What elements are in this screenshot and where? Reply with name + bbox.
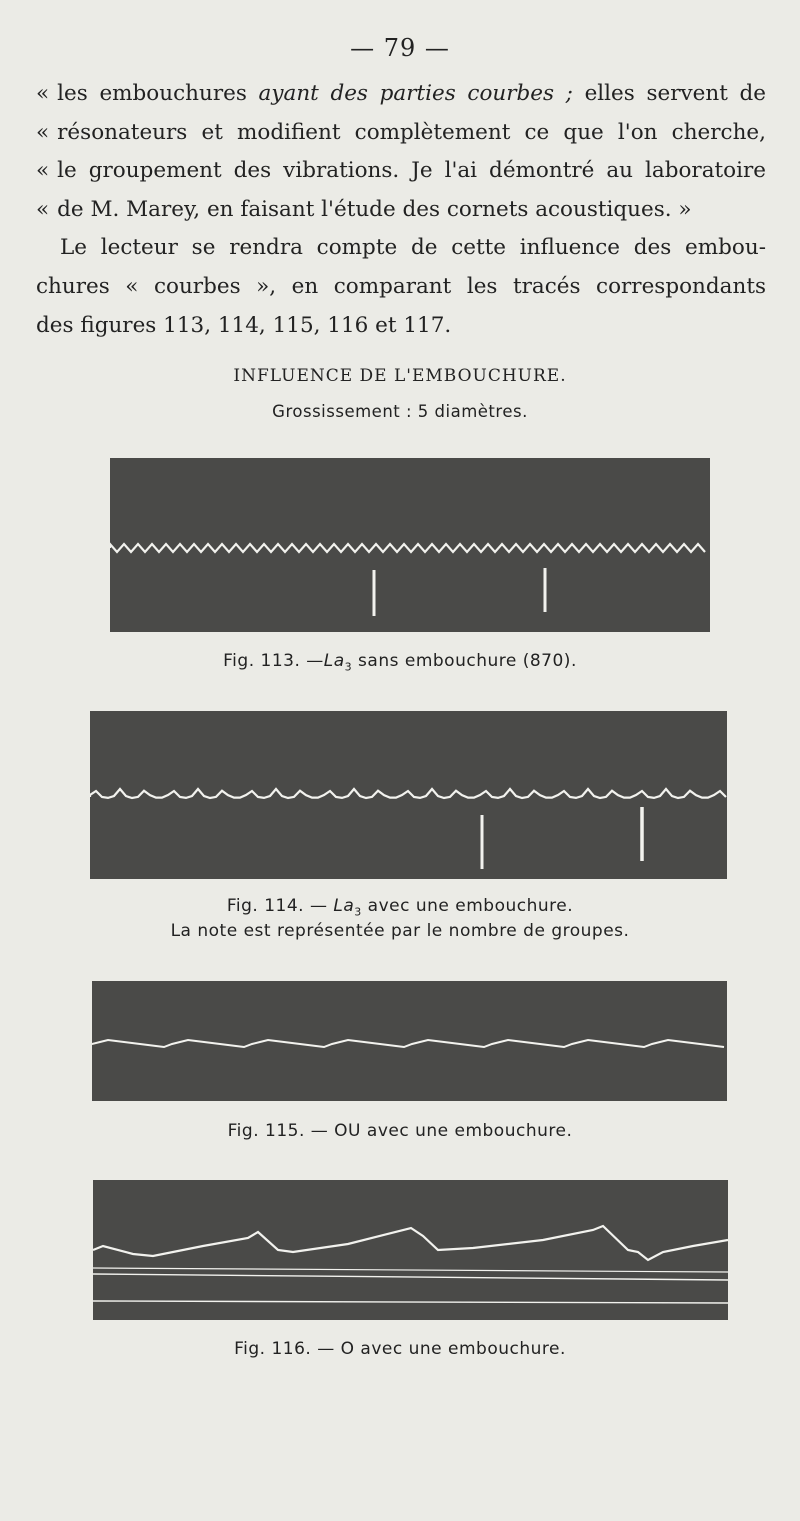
text-line: des figures 113, 114, 115, 116 et 117.: [36, 312, 452, 338]
text-line: Le lecteur se rendra compte de cette influence des embou-: [60, 235, 766, 261]
figure-115-trace: [92, 981, 727, 1101]
text-line: chures « courbes », en comparant les tracés correspondants: [36, 273, 766, 299]
figure-113-plate: [110, 458, 710, 632]
figure-114-trace: [90, 711, 727, 879]
figure-114-caption-note: La note est représentée par le nombre de groupes.: [170, 921, 630, 941]
figure-115-plate: [92, 981, 727, 1101]
figure-114-caption: Fig. 114. — $La_3$ avec une embouchure.: [226, 896, 574, 919]
figure-116-trace: [93, 1180, 728, 1320]
figure-114-plate: [90, 711, 727, 879]
figure-115-caption: Fig. 115. — OU avec une embouchure.: [227, 1121, 573, 1141]
text-line: « de M. Marey, en faisant l'étude des cornets acoustiques. »: [36, 196, 692, 222]
body-paragraph: [36, 229, 766, 345]
figure-113-trace: [110, 458, 710, 632]
page-number: — 79 —: [350, 34, 450, 62]
figure-113-caption: Fig. 113. $—La_3$ sans embouchure (870).: [223, 651, 577, 674]
text-line: « résonateurs et modifient complètement ce que l'on cherche,: [36, 119, 766, 145]
section-title: INFLUENCE DE L'EMBOUCHURE.: [233, 366, 567, 386]
figure-116-plate: [93, 1180, 728, 1320]
body-text: [36, 75, 766, 345]
figure-116-caption: Fig. 116. — O avec une embouchure.: [234, 1339, 566, 1359]
magnification-note: Grossissement : 5 diamètres.: [272, 402, 528, 421]
text-line: « le groupement des vibrations. Je l'ai démontré au laboratoire: [36, 158, 766, 184]
quoted-paragraph: [36, 75, 766, 229]
text-line: « les embouchures ayant des parties courbes ; elles servent de: [36, 81, 766, 106]
